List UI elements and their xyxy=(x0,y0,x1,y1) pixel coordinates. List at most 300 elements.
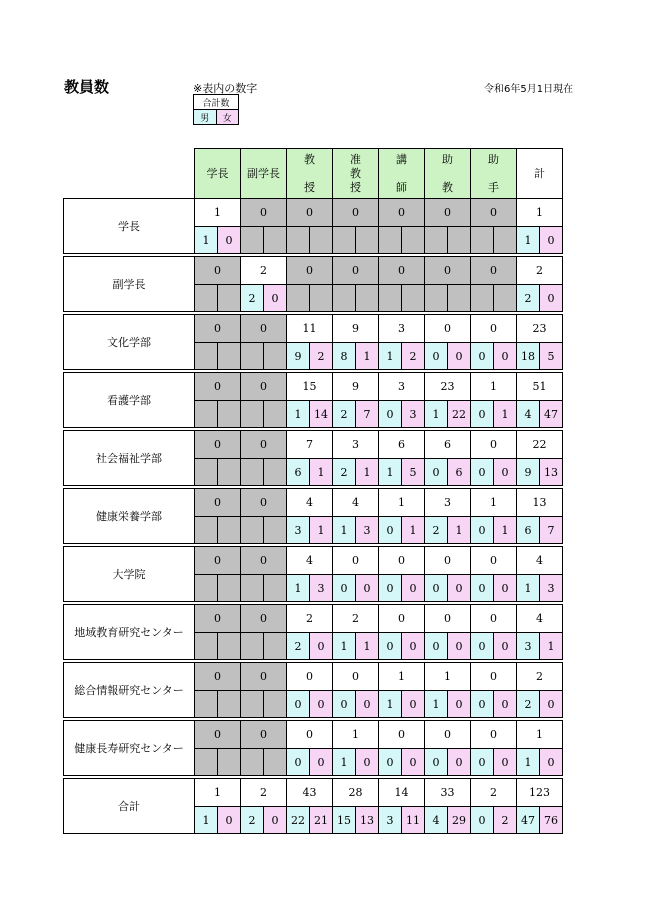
row-label: 地域教育研究センター xyxy=(64,605,195,660)
male-count: 15 xyxy=(333,807,356,834)
male-count: 0 xyxy=(333,691,356,718)
female-count: 14 xyxy=(310,401,333,428)
table-row xyxy=(64,779,563,807)
total-cell: 0 xyxy=(425,605,471,633)
column-header: 教 授 xyxy=(287,149,333,199)
total-cell: 0 xyxy=(241,721,287,749)
total-cell: 1 xyxy=(379,489,425,517)
empty-cell xyxy=(241,575,264,602)
female-count: 0 xyxy=(264,807,287,834)
total-cell: 0 xyxy=(241,199,287,227)
male-count: 1 xyxy=(379,459,402,486)
empty-cell xyxy=(356,227,379,254)
legend xyxy=(193,94,239,125)
male-count: 2 xyxy=(517,285,540,312)
total-cell: 0 xyxy=(195,257,241,285)
empty-cell xyxy=(356,285,379,312)
total-cell: 1 xyxy=(195,199,241,227)
row-label: 看護学部 xyxy=(64,373,195,428)
female-count: 0 xyxy=(448,691,471,718)
male-count: 1 xyxy=(333,633,356,660)
total-cell: 0 xyxy=(425,199,471,227)
empty-cell xyxy=(241,459,264,486)
male-count: 1 xyxy=(195,807,218,834)
empty-cell xyxy=(333,227,356,254)
female-count: 7 xyxy=(540,517,563,544)
row-label: 大学院 xyxy=(64,547,195,602)
total-cell: 9 xyxy=(333,315,379,343)
male-count: 1 xyxy=(333,517,356,544)
female-count: 0 xyxy=(356,691,379,718)
male-count: 0 xyxy=(425,575,448,602)
total-cell: 0 xyxy=(425,257,471,285)
male-count: 0 xyxy=(425,343,448,370)
female-count: 0 xyxy=(448,749,471,776)
note-text: ※表内の数字 xyxy=(193,82,258,95)
female-count: 1 xyxy=(494,401,517,428)
male-count: 22 xyxy=(287,807,310,834)
total-cell: 4 xyxy=(517,547,563,575)
total-cell: 2 xyxy=(241,257,287,285)
table-row xyxy=(64,721,563,749)
total-cell: 1 xyxy=(517,721,563,749)
male-count: 0 xyxy=(379,749,402,776)
total-cell: 15 xyxy=(287,373,333,401)
row-label: 学長 xyxy=(64,199,195,254)
female-count: 29 xyxy=(448,807,471,834)
total-cell: 4 xyxy=(287,489,333,517)
empty-cell xyxy=(241,749,264,776)
total-cell: 1 xyxy=(195,779,241,807)
female-count: 1 xyxy=(494,517,517,544)
total-cell: 0 xyxy=(195,547,241,575)
female-count: 1 xyxy=(356,343,379,370)
total-cell: 0 xyxy=(195,605,241,633)
header-corner xyxy=(64,149,195,199)
male-count: 3 xyxy=(379,807,402,834)
male-count: 0 xyxy=(471,459,494,486)
total-cell: 0 xyxy=(471,199,517,227)
total-cell: 0 xyxy=(379,199,425,227)
total-cell: 6 xyxy=(425,431,471,459)
total-cell: 3 xyxy=(379,315,425,343)
female-count: 0 xyxy=(218,227,241,254)
table-row xyxy=(64,489,563,517)
total-cell: 1 xyxy=(471,373,517,401)
total-cell: 0 xyxy=(241,663,287,691)
male-count: 0 xyxy=(425,633,448,660)
male-count: 0 xyxy=(471,517,494,544)
empty-cell xyxy=(310,285,333,312)
empty-cell xyxy=(287,227,310,254)
total-cell: 0 xyxy=(195,489,241,517)
empty-cell xyxy=(264,575,287,602)
female-count: 0 xyxy=(448,633,471,660)
empty-cell xyxy=(218,749,241,776)
empty-cell xyxy=(195,401,218,428)
total-cell: 0 xyxy=(379,547,425,575)
table-row xyxy=(64,257,563,285)
female-count: 6 xyxy=(448,459,471,486)
total-cell: 0 xyxy=(425,315,471,343)
total-cell: 23 xyxy=(517,315,563,343)
empty-cell xyxy=(264,343,287,370)
empty-cell xyxy=(448,227,471,254)
female-count: 0 xyxy=(402,691,425,718)
total-cell: 2 xyxy=(333,605,379,633)
male-count: 0 xyxy=(425,459,448,486)
empty-cell xyxy=(241,633,264,660)
legend-female: 女 xyxy=(216,110,239,125)
total-cell: 0 xyxy=(241,605,287,633)
empty-cell xyxy=(471,227,494,254)
female-count: 0 xyxy=(494,749,517,776)
male-count: 1 xyxy=(517,575,540,602)
total-cell: 2 xyxy=(517,663,563,691)
total-cell: 1 xyxy=(517,199,563,227)
empty-cell xyxy=(264,749,287,776)
male-count: 0 xyxy=(471,401,494,428)
male-count: 1 xyxy=(287,401,310,428)
total-cell: 0 xyxy=(287,663,333,691)
total-cell: 0 xyxy=(333,199,379,227)
male-count: 1 xyxy=(425,401,448,428)
table-row xyxy=(64,663,563,691)
female-count: 0 xyxy=(264,285,287,312)
empty-cell xyxy=(287,285,310,312)
male-count: 4 xyxy=(425,807,448,834)
column-header: 助 教 xyxy=(425,149,471,199)
total-cell: 0 xyxy=(379,605,425,633)
row-label: 健康長寿研究センター xyxy=(64,721,195,776)
total-cell: 1 xyxy=(333,721,379,749)
male-count: 4 xyxy=(517,401,540,428)
empty-cell xyxy=(379,227,402,254)
empty-cell xyxy=(195,285,218,312)
total-cell: 0 xyxy=(425,547,471,575)
male-count: 2 xyxy=(333,459,356,486)
female-count: 11 xyxy=(402,807,425,834)
female-count: 2 xyxy=(310,343,333,370)
total-cell: 6 xyxy=(379,431,425,459)
female-count: 2 xyxy=(494,807,517,834)
female-count: 1 xyxy=(356,633,379,660)
female-count: 0 xyxy=(540,227,563,254)
total-cell: 3 xyxy=(425,489,471,517)
empty-cell xyxy=(425,285,448,312)
total-cell: 33 xyxy=(425,779,471,807)
female-count: 3 xyxy=(540,575,563,602)
male-count: 0 xyxy=(425,749,448,776)
empty-cell xyxy=(218,575,241,602)
total-cell: 0 xyxy=(471,663,517,691)
male-count: 6 xyxy=(287,459,310,486)
male-count: 0 xyxy=(287,749,310,776)
total-cell: 51 xyxy=(517,373,563,401)
row-label: 社会福祉学部 xyxy=(64,431,195,486)
empty-cell xyxy=(264,227,287,254)
male-count: 2 xyxy=(333,401,356,428)
female-count: 0 xyxy=(402,633,425,660)
header-row xyxy=(64,149,563,199)
female-count: 0 xyxy=(402,749,425,776)
total-cell: 4 xyxy=(517,605,563,633)
female-count: 0 xyxy=(310,749,333,776)
female-count: 0 xyxy=(402,575,425,602)
empty-cell xyxy=(195,517,218,544)
table-row xyxy=(64,431,563,459)
empty-cell xyxy=(402,285,425,312)
male-count: 6 xyxy=(517,517,540,544)
empty-cell xyxy=(241,227,264,254)
total-cell: 0 xyxy=(379,721,425,749)
female-count: 0 xyxy=(494,343,517,370)
male-count: 0 xyxy=(471,807,494,834)
total-cell: 0 xyxy=(287,257,333,285)
total-cell: 1 xyxy=(425,663,471,691)
total-cell: 11 xyxy=(287,315,333,343)
faculty-count-table xyxy=(63,148,563,834)
female-count: 3 xyxy=(310,575,333,602)
total-cell: 1 xyxy=(471,489,517,517)
total-cell: 0 xyxy=(241,431,287,459)
total-cell: 0 xyxy=(333,663,379,691)
female-count: 13 xyxy=(356,807,379,834)
female-count: 22 xyxy=(448,401,471,428)
total-cell: 0 xyxy=(471,431,517,459)
column-header: 計 xyxy=(517,149,563,199)
male-count: 1 xyxy=(287,575,310,602)
female-count: 3 xyxy=(402,401,425,428)
empty-cell xyxy=(425,227,448,254)
empty-cell xyxy=(195,633,218,660)
empty-cell xyxy=(241,401,264,428)
total-cell: 2 xyxy=(287,605,333,633)
legend-male: 男 xyxy=(194,110,217,125)
column-header: 助 手 xyxy=(471,149,517,199)
male-count: 0 xyxy=(471,343,494,370)
total-cell: 0 xyxy=(287,199,333,227)
empty-cell xyxy=(218,633,241,660)
empty-cell xyxy=(379,285,402,312)
female-count: 47 xyxy=(540,401,563,428)
total-cell: 0 xyxy=(333,257,379,285)
female-count: 0 xyxy=(494,459,517,486)
empty-cell xyxy=(264,691,287,718)
total-cell: 0 xyxy=(287,721,333,749)
empty-cell xyxy=(195,691,218,718)
female-count: 3 xyxy=(356,517,379,544)
table-row xyxy=(64,315,563,343)
female-count: 76 xyxy=(540,807,563,834)
female-count: 1 xyxy=(540,633,563,660)
female-count: 13 xyxy=(540,459,563,486)
male-count: 1 xyxy=(517,749,540,776)
empty-cell xyxy=(241,691,264,718)
empty-cell xyxy=(241,343,264,370)
male-count: 2 xyxy=(517,691,540,718)
total-cell: 9 xyxy=(333,373,379,401)
column-header: 講 師 xyxy=(379,149,425,199)
empty-cell xyxy=(494,227,517,254)
female-count: 0 xyxy=(448,575,471,602)
total-cell: 0 xyxy=(379,257,425,285)
total-cell: 28 xyxy=(333,779,379,807)
empty-cell xyxy=(310,227,333,254)
female-count: 0 xyxy=(494,575,517,602)
table-row xyxy=(64,547,563,575)
male-count: 0 xyxy=(471,633,494,660)
male-count: 9 xyxy=(517,459,540,486)
total-cell: 0 xyxy=(425,721,471,749)
total-cell: 0 xyxy=(333,547,379,575)
total-cell: 3 xyxy=(379,373,425,401)
female-count: 0 xyxy=(540,749,563,776)
total-cell: 0 xyxy=(471,605,517,633)
column-header: 学長 xyxy=(195,149,241,199)
empty-cell xyxy=(402,227,425,254)
female-count: 0 xyxy=(448,343,471,370)
male-count: 0 xyxy=(379,401,402,428)
male-count: 1 xyxy=(425,691,448,718)
male-count: 2 xyxy=(241,807,264,834)
total-cell: 4 xyxy=(287,547,333,575)
male-count: 1 xyxy=(195,227,218,254)
female-count: 0 xyxy=(356,575,379,602)
total-cell: 2 xyxy=(517,257,563,285)
total-cell: 0 xyxy=(195,315,241,343)
male-count: 0 xyxy=(287,691,310,718)
total-cell: 0 xyxy=(195,431,241,459)
total-cell: 43 xyxy=(287,779,333,807)
female-count: 1 xyxy=(356,459,379,486)
column-header: 副学長 xyxy=(241,149,287,199)
row-label: 健康栄養学部 xyxy=(64,489,195,544)
female-count: 0 xyxy=(218,807,241,834)
female-count: 1 xyxy=(310,517,333,544)
row-label: 総合情報研究センター xyxy=(64,663,195,718)
male-count: 0 xyxy=(471,749,494,776)
female-count: 0 xyxy=(310,691,333,718)
male-count: 1 xyxy=(333,749,356,776)
total-cell: 3 xyxy=(333,431,379,459)
total-cell: 7 xyxy=(287,431,333,459)
total-cell: 2 xyxy=(471,779,517,807)
total-cell: 0 xyxy=(195,373,241,401)
female-count: 21 xyxy=(310,807,333,834)
total-cell: 1 xyxy=(379,663,425,691)
row-label: 合計 xyxy=(64,779,195,834)
female-count: 1 xyxy=(448,517,471,544)
row-label: 文化学部 xyxy=(64,315,195,370)
table-row xyxy=(64,373,563,401)
male-count: 18 xyxy=(517,343,540,370)
empty-cell xyxy=(218,343,241,370)
total-cell: 0 xyxy=(241,373,287,401)
total-cell: 0 xyxy=(195,663,241,691)
total-cell: 0 xyxy=(471,547,517,575)
empty-cell xyxy=(448,285,471,312)
column-header: 准 教 授 xyxy=(333,149,379,199)
total-cell: 0 xyxy=(195,721,241,749)
empty-cell xyxy=(218,401,241,428)
female-count: 0 xyxy=(540,285,563,312)
male-count: 9 xyxy=(287,343,310,370)
female-count: 2 xyxy=(402,343,425,370)
empty-cell xyxy=(494,285,517,312)
total-cell: 0 xyxy=(471,257,517,285)
table-row xyxy=(64,199,563,227)
empty-cell xyxy=(471,285,494,312)
total-cell: 14 xyxy=(379,779,425,807)
empty-cell xyxy=(264,633,287,660)
empty-cell xyxy=(218,285,241,312)
female-count: 0 xyxy=(494,691,517,718)
male-count: 2 xyxy=(241,285,264,312)
male-count: 0 xyxy=(471,691,494,718)
total-cell: 0 xyxy=(241,315,287,343)
male-count: 0 xyxy=(333,575,356,602)
table-row xyxy=(64,605,563,633)
total-cell: 0 xyxy=(471,721,517,749)
female-count: 7 xyxy=(356,401,379,428)
total-cell: 0 xyxy=(241,547,287,575)
total-cell: 2 xyxy=(241,779,287,807)
male-count: 2 xyxy=(425,517,448,544)
male-count: 2 xyxy=(287,633,310,660)
male-count: 0 xyxy=(379,633,402,660)
total-cell: 13 xyxy=(517,489,563,517)
male-count: 3 xyxy=(517,633,540,660)
empty-cell xyxy=(218,691,241,718)
empty-cell xyxy=(195,575,218,602)
female-count: 0 xyxy=(310,633,333,660)
empty-cell xyxy=(264,517,287,544)
empty-cell xyxy=(241,517,264,544)
empty-cell xyxy=(195,749,218,776)
empty-cell xyxy=(264,401,287,428)
male-count: 47 xyxy=(517,807,540,834)
male-count: 0 xyxy=(379,575,402,602)
total-cell: 23 xyxy=(425,373,471,401)
empty-cell xyxy=(333,285,356,312)
total-cell: 123 xyxy=(517,779,563,807)
female-count: 5 xyxy=(402,459,425,486)
female-count: 0 xyxy=(494,633,517,660)
total-cell: 0 xyxy=(471,315,517,343)
empty-cell xyxy=(195,343,218,370)
empty-cell xyxy=(218,517,241,544)
male-count: 0 xyxy=(379,517,402,544)
female-count: 1 xyxy=(402,517,425,544)
female-count: 0 xyxy=(356,749,379,776)
legend-total: 合計数 xyxy=(194,95,239,110)
row-label: 副学長 xyxy=(64,257,195,312)
empty-cell xyxy=(195,459,218,486)
female-count: 1 xyxy=(310,459,333,486)
empty-cell xyxy=(218,459,241,486)
female-count: 0 xyxy=(540,691,563,718)
total-cell: 22 xyxy=(517,431,563,459)
male-count: 8 xyxy=(333,343,356,370)
male-count: 0 xyxy=(471,575,494,602)
empty-cell xyxy=(264,459,287,486)
male-count: 1 xyxy=(379,691,402,718)
page-title: 教員数 xyxy=(64,78,110,96)
as-of-date: 令和6年5月1日現在 xyxy=(484,84,574,95)
male-count: 3 xyxy=(287,517,310,544)
male-count: 1 xyxy=(517,227,540,254)
